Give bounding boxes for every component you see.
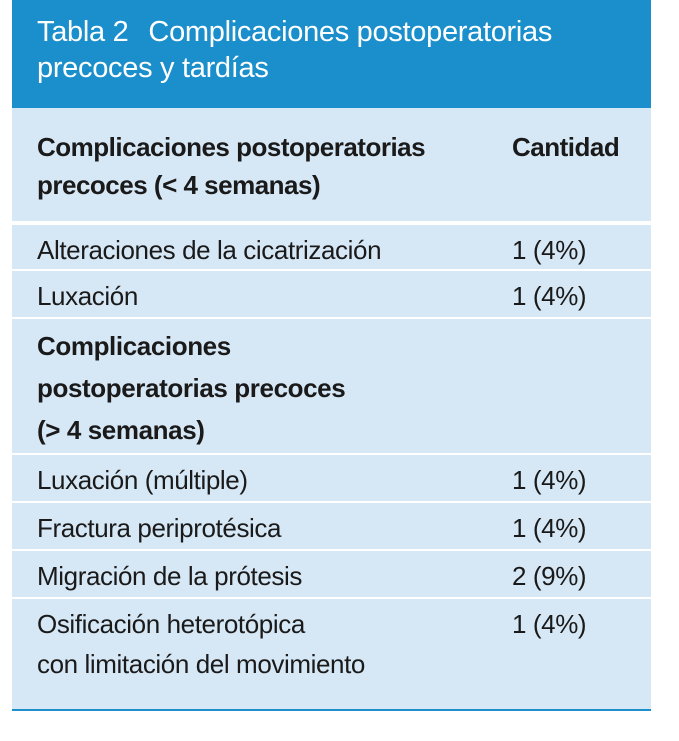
row-value: 1 (4%): [512, 281, 587, 311]
row-value: 1 (4%): [512, 609, 587, 639]
row-label: Alteraciones de la cicatrización: [37, 235, 382, 265]
header-label-line-1: Complicaciones postoperatorias: [37, 132, 426, 162]
row-label: Luxación: [37, 281, 138, 311]
table-row: [12, 221, 651, 269]
section-label-line-3: (> 4 semanas): [37, 415, 205, 445]
row-value: 1 (4%): [512, 465, 587, 495]
table-title-line-2: precoces y tardías: [37, 52, 269, 84]
table-row: [12, 501, 651, 549]
header-value: Cantidad: [512, 132, 620, 162]
section-label-line-1: Complicaciones: [37, 331, 231, 361]
header-label: [37, 128, 507, 204]
row-label: [37, 604, 507, 684]
row-label: Fractura periprotésica: [37, 513, 282, 543]
table-title-text: Complicaciones postoperatorias: [148, 16, 553, 48]
header-label-line-2: precoces (< 4 semanas): [37, 170, 321, 200]
row-label-line-1: Osificación heterotópica: [37, 609, 305, 639]
table-title: [12, 0, 651, 108]
complications-table: [12, 0, 651, 711]
row-label: Luxación (múltiple): [37, 465, 248, 495]
table-row: [12, 453, 651, 501]
table-row: [12, 597, 651, 689]
row-label-line-2: con limitación del movimiento: [37, 649, 365, 679]
table-row: [12, 549, 651, 597]
section-header-row: [12, 317, 651, 453]
section-label-line-2: postoperatorias precoces: [37, 373, 346, 403]
row-value: 1 (4%): [512, 235, 587, 265]
table-header-row: [12, 108, 651, 221]
section-label: [37, 325, 507, 451]
row-value: 2 (9%): [512, 561, 587, 591]
row-value: 1 (4%): [512, 513, 587, 543]
table-title-line-1: [37, 14, 651, 50]
table-row: [12, 269, 651, 317]
table-number: Tabla 2: [37, 16, 129, 48]
row-label: Migración de la prótesis: [37, 561, 302, 591]
